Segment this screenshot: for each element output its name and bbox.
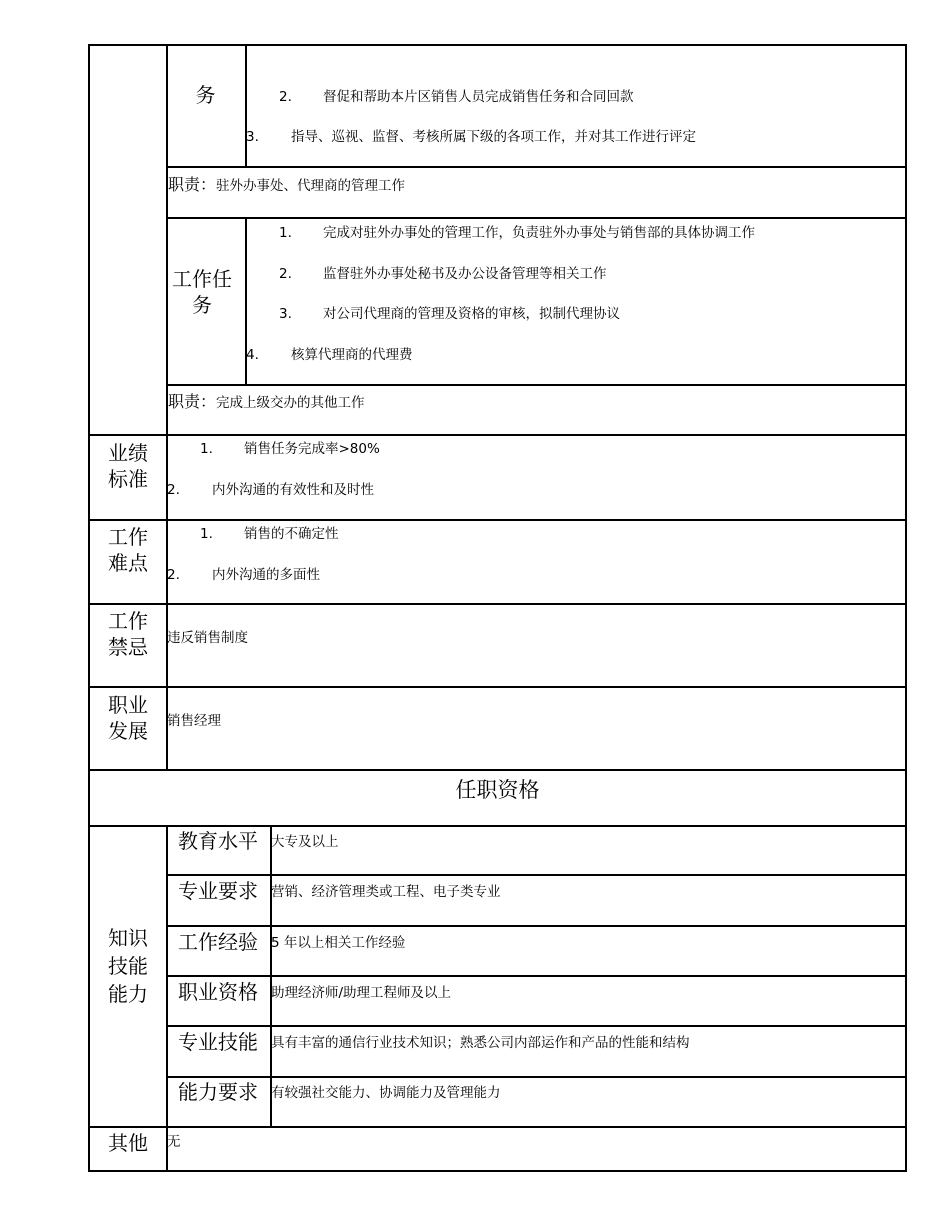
row-line	[166, 384, 907, 386]
item-number: 2.	[167, 482, 180, 498]
item-text: 完成对驻外办事处的管理工作，负责驻外办事处与销售部的具体协调工作	[323, 225, 755, 241]
item-text: 销售的不确定性	[244, 526, 339, 542]
task-item	[279, 302, 620, 322]
duty-label: 职责：	[168, 175, 217, 194]
qual-row-label: 职业资格	[178, 980, 258, 1004]
item-number: 2.	[279, 89, 292, 105]
table-border-top	[88, 44, 907, 46]
row-line	[166, 975, 907, 977]
performance-item	[167, 478, 374, 498]
career-text: 销售经理	[167, 713, 221, 729]
task-item	[279, 85, 634, 105]
difficulty-label: 工作难点	[108, 525, 148, 575]
task-item	[279, 221, 755, 241]
item-number: 1.	[200, 526, 213, 542]
qual-row-value: 营销、经济管理类或工程、电子类专业	[271, 884, 501, 900]
qual-row-value: 具有丰富的通信行业技术知识；熟悉公司内部运作和产品的性能和结构	[271, 1035, 690, 1051]
career-label: 职业发展	[108, 693, 148, 743]
item-text: 监督驻外办事处秘书及办公设备管理等相关工作	[323, 266, 607, 282]
item-number: 2.	[167, 567, 180, 583]
performance-item	[200, 437, 380, 457]
row-line	[88, 519, 907, 521]
col-divider-2a	[245, 44, 247, 167]
task-item	[246, 125, 696, 145]
qual-row-label: 专业要求	[178, 879, 258, 903]
row-line	[88, 603, 907, 605]
duty-text: 驻外办事处、代理商的管理工作	[216, 178, 406, 194]
task-item	[246, 343, 413, 363]
duty-text: 完成上级交办的其他工作	[216, 395, 365, 411]
difficulty-item	[167, 563, 320, 583]
qual-row-value: 有较强社交能力、协调能力及管理能力	[271, 1085, 501, 1101]
qual-row-label: 能力要求	[178, 1080, 258, 1104]
item-text: 核算代理商的代理费	[291, 347, 413, 363]
row-line	[88, 434, 907, 436]
row-line	[88, 686, 907, 688]
qual-row-label: 教育水平	[178, 829, 258, 853]
task-label: 工作任务	[172, 267, 232, 317]
row-line	[88, 769, 907, 771]
item-number: 2.	[279, 266, 292, 282]
qualifications-group-label: 知识技能能力	[108, 926, 148, 1006]
task-label-continued: 务	[195, 83, 216, 107]
item-text: 对公司代理商的管理及资格的审核，拟制代理协议	[323, 306, 620, 322]
item-number: 3.	[246, 129, 259, 145]
qual-row-value: 助理经济师/助理工程师及以上	[271, 985, 452, 1001]
table-border-bottom	[88, 1170, 907, 1172]
row-line	[166, 874, 907, 876]
item-text: 内外沟通的多面性	[212, 567, 320, 583]
item-number: 1.	[200, 441, 213, 457]
qual-row-label: 工作经验	[178, 930, 258, 954]
table-border-right	[905, 44, 907, 1172]
row-line	[166, 925, 907, 927]
duty-row	[168, 172, 405, 195]
other-text: 无	[167, 1134, 181, 1150]
item-text: 销售任务完成率>80%	[244, 441, 380, 457]
row-line	[166, 166, 907, 168]
item-number: 4.	[246, 347, 259, 363]
item-number: 3.	[279, 306, 292, 322]
row-line	[88, 1126, 907, 1128]
item-text: 内外沟通的有效性和及时性	[212, 482, 374, 498]
table-border-left	[88, 44, 90, 1172]
duty-label: 职责：	[168, 392, 217, 411]
item-number: 1.	[279, 225, 292, 241]
task-item	[279, 262, 607, 282]
qualifications-title: 任职资格	[455, 778, 540, 802]
row-line	[166, 1076, 907, 1078]
other-label: 其他	[108, 1131, 148, 1155]
item-text: 指导、巡视、监督、考核所属下级的各项工作，并对其工作进行评定	[291, 129, 696, 145]
duty-row	[168, 389, 365, 412]
taboo-text: 违反销售制度	[167, 630, 248, 646]
qual-row-value: 5 年以上相关工作经验	[271, 935, 406, 951]
item-text: 督促和帮助本片区销售人员完成销售任务和合同回款	[323, 89, 634, 105]
row-line	[166, 1025, 907, 1027]
qual-row-value: 大专及以上	[271, 834, 339, 850]
taboo-label: 工作禁忌	[108, 609, 148, 659]
performance-label: 业绩标准	[108, 441, 148, 491]
difficulty-item	[200, 522, 339, 542]
row-line	[88, 825, 907, 827]
qual-row-label: 专业技能	[178, 1030, 258, 1054]
row-line	[166, 217, 907, 219]
